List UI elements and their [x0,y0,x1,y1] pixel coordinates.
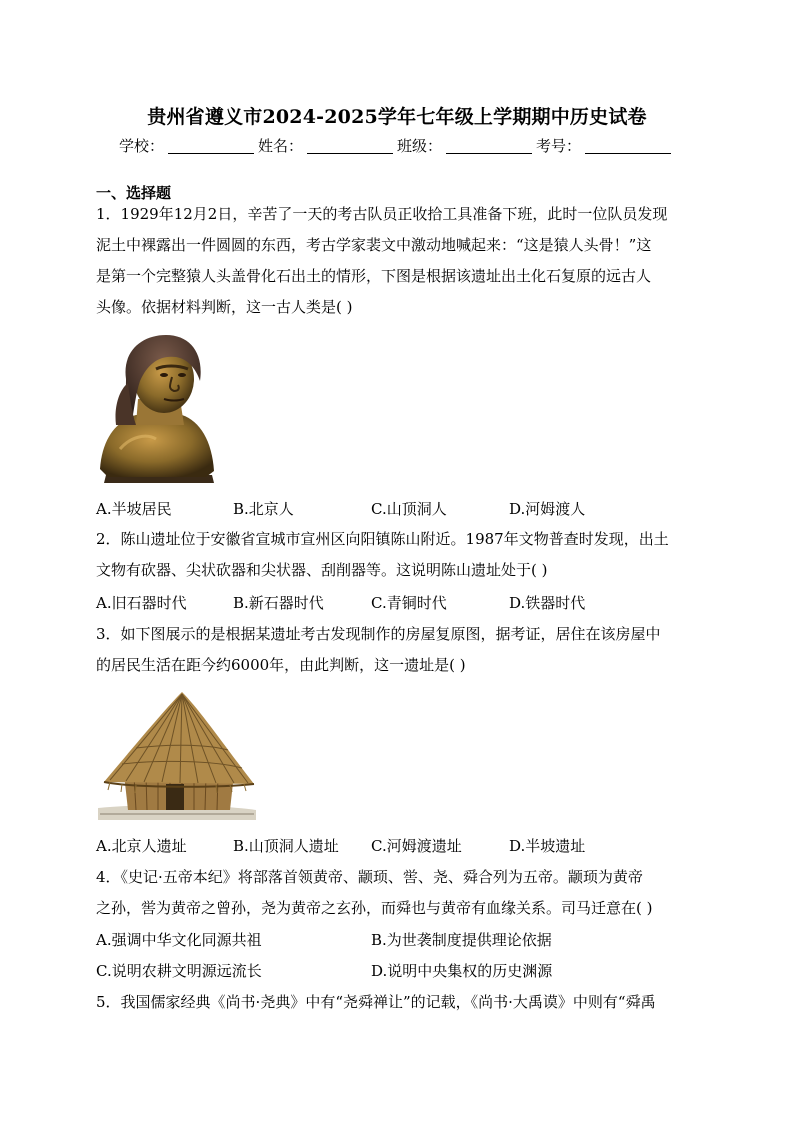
option-c[interactable]: C.青铜时代 [371,594,447,612]
option-a[interactable]: A.北京人遗址 [96,837,187,855]
question-line: 1．1929年12月2日，辛苦了一天的考古队员正收拾工具准备下班，此时一位队员发现 [96,205,668,223]
question-line: 2．陈山遗址位于安徽省宣城市宣州区向阳镇陈山附近。1987年文物普查时发现，出土 [96,530,669,548]
option-d[interactable]: D.河姆渡人 [509,500,586,518]
option-a[interactable]: A.强调中华文化同源共祖 [96,931,262,949]
section-heading: 一、选择题 [96,184,172,202]
option-b[interactable]: B.山顶洞人遗址 [233,837,339,855]
option-a[interactable]: A.旧石器时代 [96,594,187,612]
option-c[interactable]: C.说明农耕文明源远流长 [96,962,262,980]
option-a[interactable]: A.半坡居民 [96,500,172,518]
peking-man-bust-image [96,329,218,487]
class-label: 班级： [397,137,443,155]
option-d[interactable]: D.铁器时代 [509,594,586,612]
option-d[interactable]: D.说明中央集权的历史渊源 [371,962,553,980]
name-label: 姓名： [257,137,303,155]
question-5 [96,987,700,1018]
option-b[interactable]: B.为世袭制度提供理论依据 [371,931,552,949]
question-4 [96,862,700,924]
exam-no-label: 考号： [536,137,582,155]
option-c[interactable]: C.河姆渡遗址 [371,837,462,855]
school-label: 学校： [118,137,164,155]
question-line: 泥土中裸露出一件圆圆的东西，考古学家裴文中激动地喊起来：“这是猿人头骨！”这 [96,236,652,254]
question-line: 4．《史记·五帝本纪》将部落首领黄帝、颛顼、喾、尧、舜合列为五帝。颛顼为黄帝 [96,868,643,886]
option-d[interactable]: D.半坡遗址 [509,837,586,855]
question-2-options [96,592,706,614]
option-c[interactable]: C.山顶洞人 [371,500,447,518]
question-line: 的居民生活在距今约6000年，由此判断，这一遗址是( ) [96,656,466,674]
question-2 [96,524,700,586]
question-line: 是第一个完整猿人头盖骨化石出土的情形，下图是根据该遗址出土化石复原的远古人 [96,267,652,285]
student-info-row [0,135,794,156]
option-b[interactable]: B.新石器时代 [233,594,324,612]
question-3-options [96,835,706,857]
exam-no-blank[interactable] [585,139,671,154]
school-blank[interactable] [168,139,254,154]
option-b[interactable]: B.北京人 [233,500,294,518]
question-4-options-row-2 [96,960,706,982]
question-3 [96,619,700,681]
reconstructed-hut-image [96,688,258,822]
question-4-options-row-1 [96,929,706,951]
question-1-options [96,498,706,520]
question-line: 之孙，喾为黄帝之曾孙，尧为黄帝之玄孙，而舜也与黄帝有血缘关系。司马迁意在( ) [96,899,653,917]
question-line: 头像。依据材料判断，这一古人类是( ) [96,298,353,316]
class-blank[interactable] [446,139,532,154]
question-line: 文物有砍器、尖状砍器和尖状器、刮削器等。这说明陈山遗址处于( ) [96,561,548,579]
question-line: 5．我国儒家经典《尚书·尧典》中有“尧舜禅让”的记载，《尚书·大禹谟》中则有“舜禹 [96,993,656,1011]
name-blank[interactable] [307,139,393,154]
question-line: 3．如下图展示的是根据某遗址考古发现制作的房屋复原图，据考证，居住在该房屋中 [96,625,661,643]
question-1 [96,199,700,323]
page-title: 贵州省遵义市2024-2025学年七年级上学期期中历史试卷 [147,106,647,128]
